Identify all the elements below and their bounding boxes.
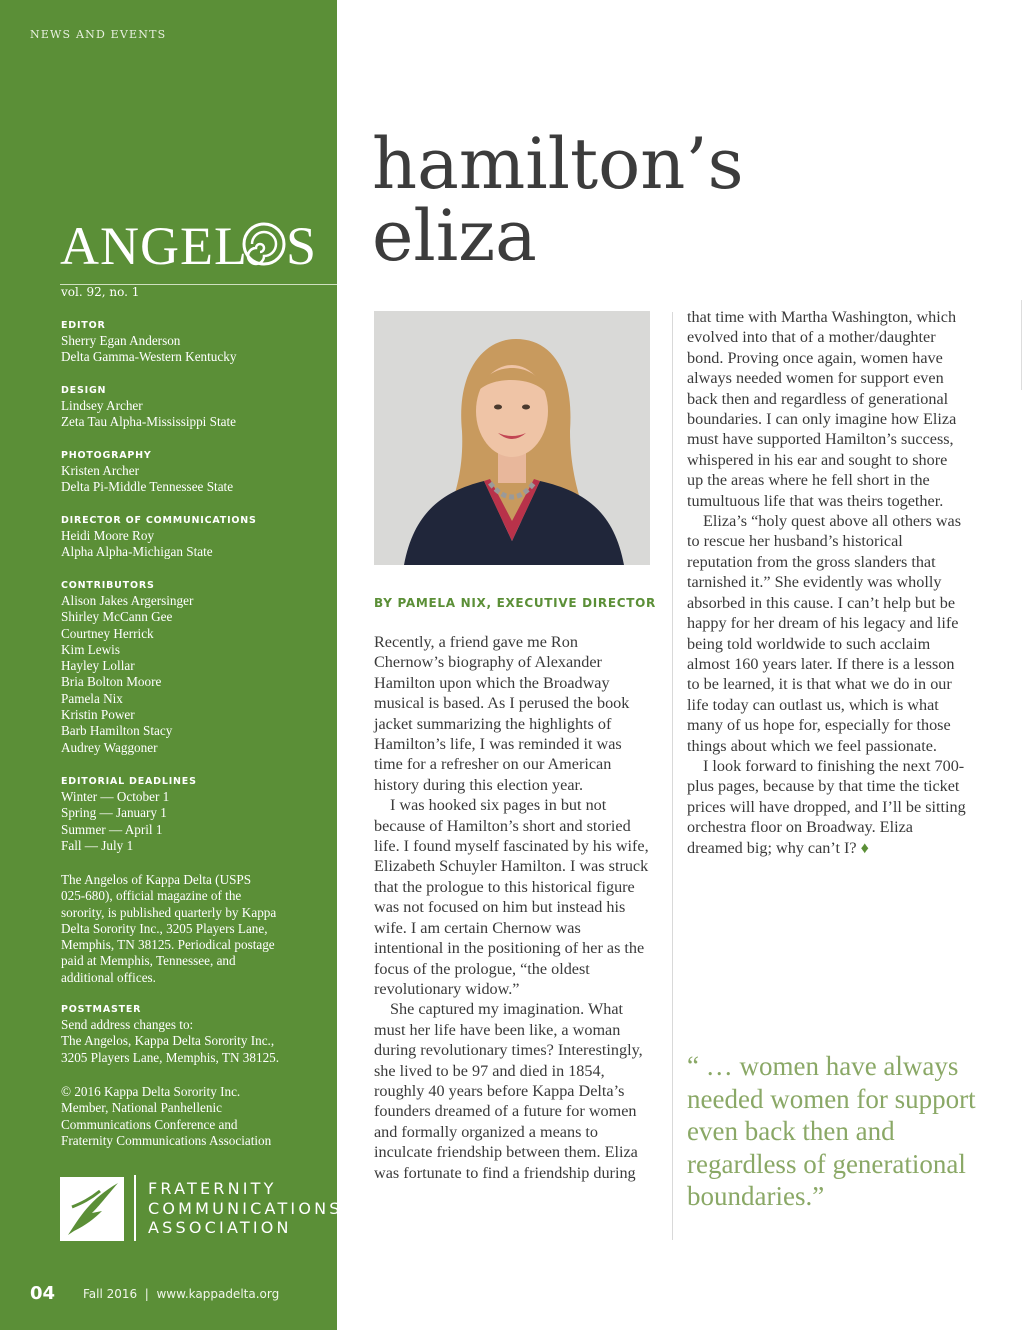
design-heading: DESIGN <box>61 385 107 396</box>
pull-quote: “ … women have always needed women for support even back then and regardless of generational boundaries.” <box>687 1051 976 1212</box>
deadline: Spring — January 1 <box>61 805 167 821</box>
postmaster-heading: POSTMASTER <box>61 1004 142 1015</box>
copyright-block <box>61 1084 323 1149</box>
article-column-1 <box>374 632 652 1183</box>
deadlines-heading: EDITORIAL DEADLINES <box>61 776 197 787</box>
section-tag: NEWS AND EVENTS <box>30 28 167 41</box>
contributor: Alison Jakes Argersinger <box>61 593 194 608</box>
deadline: Winter — October 1 <box>61 789 170 804</box>
title-line: eliza <box>372 195 537 277</box>
photography-line: Kristen Archer <box>61 463 139 478</box>
paragraph: She captured my imagination. What must her life have been like, a woman during revolutionary times? Interestingly, she lived to be 97 and died in 1854, roughly 40 years before Kappa Delta’s founders dreamed of a future for women and formally organized a means to inculcate friendship between them. Eliza was fortunate to find a friendship during <box>374 1000 643 1182</box>
contributor: Bria Bolton Moore <box>61 674 162 690</box>
fca-line: ASSOCIATION <box>148 1218 292 1237</box>
statement-line: The Angelos of Kappa Delta (USPS <box>61 872 252 887</box>
article-column-2 <box>687 307 967 858</box>
contributor: Barb Hamilton Stacy <box>61 723 173 739</box>
angelos-logo <box>60 214 317 276</box>
contributor: Pamela Nix <box>61 690 123 706</box>
paragraph: Eliza’s “holy quest above all others was to rescue her husband’s historical reputation from the gross slanders that tarnished it.” She evidently was wholly absorbed in this cause. I can’t help but be happy for her dream of his legacy and life being told worldwide to such acclaim almost 160 years later. If there is a lesson to be learned, it is that what we do in our life today can outlast us, which is what many of us hope for, especially for those things about which we feel passionate. <box>687 512 962 755</box>
copyright-line: Fraternity Communications Association <box>61 1132 272 1148</box>
page-edge <box>1021 300 1022 390</box>
paragraph <box>687 756 967 858</box>
statement-line: 025-680), official magazine of the <box>61 888 242 904</box>
title-line: hamilton’s <box>372 123 744 205</box>
editor-heading: EDITOR <box>61 320 106 331</box>
contributor: Hayley Lollar <box>61 658 135 674</box>
contributors-heading: CONTRIBUTORS <box>61 580 155 591</box>
postmaster-block <box>61 1004 323 1066</box>
copyright-line: Member, National Panhellenic <box>61 1100 222 1116</box>
director-line: Heidi Moore Roy <box>61 528 155 543</box>
design-line: Lindsey Archer <box>61 398 143 413</box>
editor-line: Delta Gamma-Western Kentucky <box>61 349 237 365</box>
postmaster-line: 3205 Players Lane, Memphis, TN 38125. <box>61 1049 280 1065</box>
paragraph-text: I look forward to finishing the next 700-plus pages, because by that time the ticket prices will have dropped, and I’ll be sitting orchestra floor on Broadway. Eliza dreamed big; why can’t I? <box>687 756 966 857</box>
contributor: Kim Lewis <box>61 641 120 657</box>
column-divider <box>672 312 673 1240</box>
angelos-logo-mark <box>60 214 317 276</box>
director-line: Alpha Alpha-Michigan State <box>61 544 213 560</box>
end-mark-icon: ♦ <box>860 838 869 857</box>
deadline: Summer — April 1 <box>61 821 163 837</box>
article-title <box>372 123 744 277</box>
contributor: Audrey Waggoner <box>61 739 158 755</box>
contributor: Shirley McCann Gee <box>61 609 173 625</box>
paragraph: that time with Martha Washington, which evolved into that of a mother/daughter bond. Proving once again, women have always needed women for support even back then and regardless of generational boundaries. I can only imagine how Eliza must have supported Hamilton’s success, whispered in his ear and sought to shore up the areas where he fell short in the tumultuous life that was theirs together. <box>687 308 957 510</box>
contributors-block <box>61 580 323 756</box>
statement-line: Memphis, TN 38125. Periodical postage <box>61 937 275 953</box>
copyright-line: © 2016 Kappa Delta Sorority Inc. <box>61 1084 241 1099</box>
article-byline: BY PAMELA NIX, EXECUTIVE DIRECTOR <box>374 596 656 610</box>
photography-heading: PHOTOGRAPHY <box>61 450 152 461</box>
postmaster-line: The Angelos, Kappa Delta Sorority Inc., <box>61 1033 275 1049</box>
director-block <box>61 515 323 561</box>
design-line: Zeta Tau Alpha-Mississippi State <box>61 414 237 430</box>
paragraph: I was hooked six pages in but not because of Hamilton’s short and storied life. I found myself fascinated by his wife, Elizabeth Schuyler Hamilton. I was struck that the prologue to this historical figure was not focused on him but instead his wife. I am certain Chernow was intentional in the positioning of her as the focus of the prologue, “the oldest revolutionary widow.” <box>374 796 649 998</box>
fca-line: FRATERNITY <box>148 1179 277 1198</box>
fca-divider <box>134 1175 136 1241</box>
publication-statement <box>61 872 323 986</box>
photography-block <box>61 450 323 496</box>
statement-line: sorority, is published quarterly by Kappa <box>61 904 277 920</box>
page-number: 04 <box>30 1283 56 1304</box>
author-photo <box>374 311 650 565</box>
deadlines-block <box>61 776 323 854</box>
editor-block <box>61 320 323 366</box>
deadline: Fall — July 1 <box>61 837 134 853</box>
photography-line: Delta Pi-Middle Tennessee State <box>61 479 234 495</box>
swirl-icon <box>244 224 284 264</box>
fca-line: COMMUNICATIONS <box>148 1198 343 1218</box>
contributor: Kristin Power <box>61 707 135 723</box>
feather-icon <box>60 1177 124 1241</box>
volume-number: vol. 92, no. 1 <box>61 285 140 299</box>
statement-line: additional offices. <box>61 969 156 985</box>
paragraph: Recently, a friend gave me Ron Chernow’s biography of Alexander Hamilton upon which the Broadway musical is based. As I perused the book jacket summarizing the highlights of Hamilton’s life, I was reminded it was time for a refresher on our American history during this election year. <box>374 633 630 794</box>
statement-line: Delta Sorority Inc., 3205 Players Lane, <box>61 920 268 936</box>
svg-text:ANGEL: ANGEL <box>60 216 248 276</box>
fca-wordmark <box>148 1179 343 1238</box>
statement-line: paid at Memphis, Tennessee, and <box>61 953 236 969</box>
copyright-line: Communications Conference and <box>61 1116 238 1132</box>
issue-footer: Fall 2016 | www.kappadelta.org <box>83 1287 280 1301</box>
fca-logo <box>60 1175 343 1245</box>
editor-line: Sherry Egan Anderson <box>61 333 181 348</box>
masthead-sidebar <box>0 0 343 1330</box>
director-heading: DIRECTOR OF COMMUNICATIONS <box>61 515 257 526</box>
design-block <box>61 385 323 431</box>
contributor: Courtney Herrick <box>61 625 154 641</box>
svg-text:S: S <box>286 216 317 276</box>
postmaster-line: Send address changes to: <box>61 1017 194 1032</box>
